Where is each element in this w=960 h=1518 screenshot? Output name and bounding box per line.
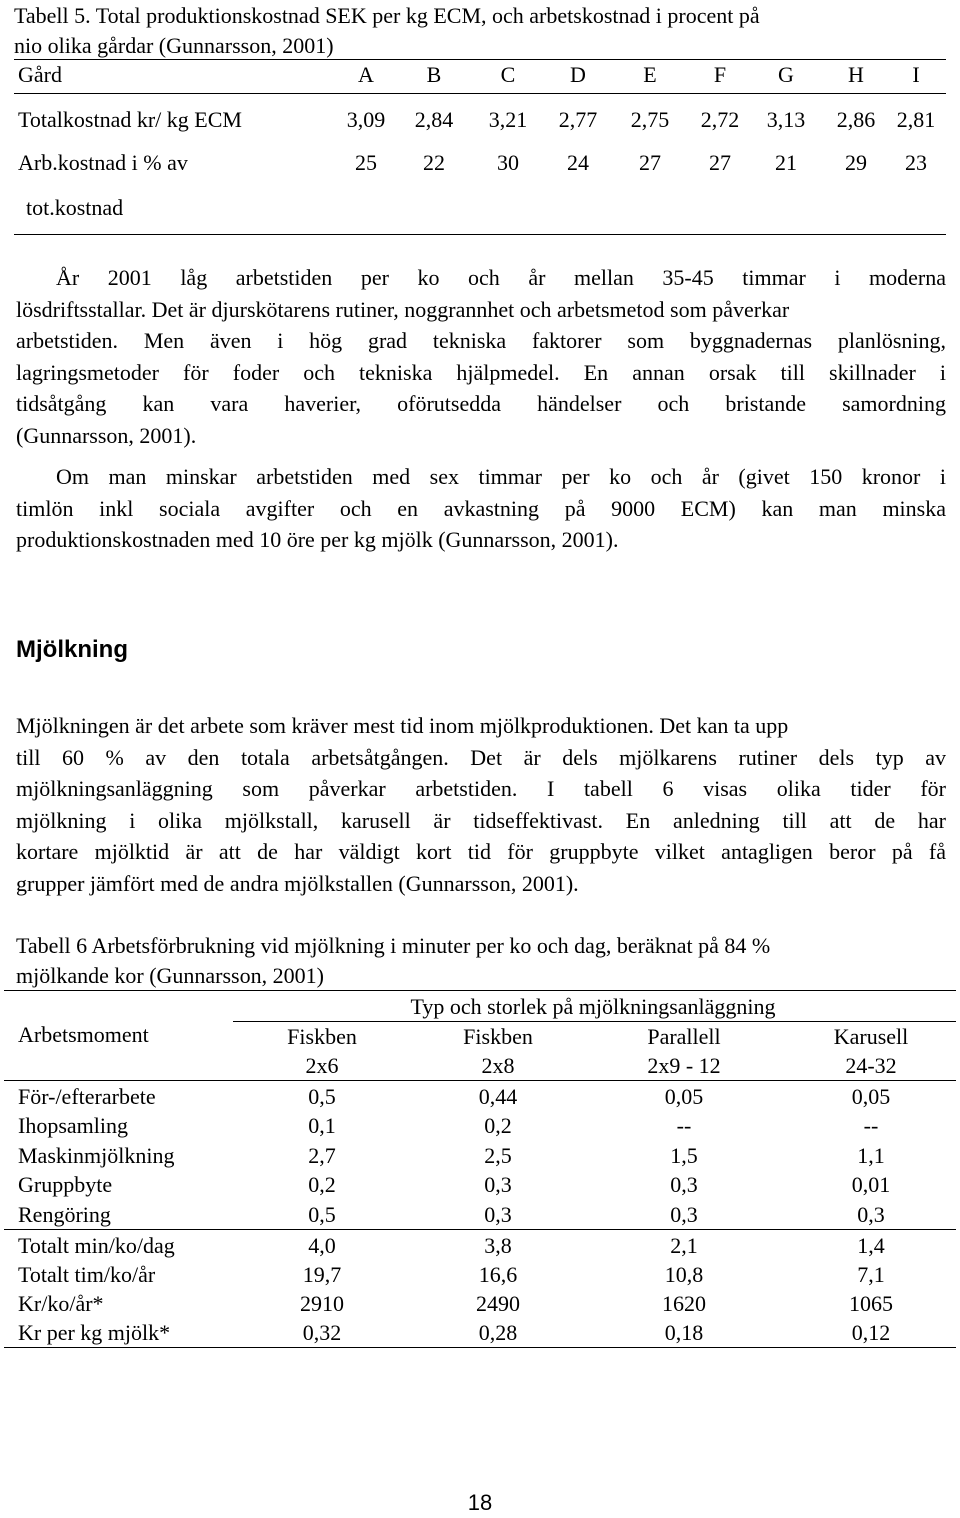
table6-row-label: Maskinmjölkning: [18, 1143, 175, 1168]
table6-cell: 0,01: [851, 1172, 891, 1197]
text-line: lösdriftsstallar. Det är djurskötarens rutiner, noggrannhet och arbetsmetod som påverkar: [16, 296, 790, 322]
table6-row: [18, 1260, 948, 1289]
table6-cell: 3,8: [484, 1233, 512, 1258]
table5-farm-header: D: [570, 62, 586, 87]
table6-row: [18, 1200, 948, 1229]
table6-cell: 0,28: [478, 1320, 518, 1345]
table6-cell: 0,05: [664, 1084, 704, 1109]
table6-cell: 0,3: [670, 1172, 698, 1197]
table5-caption-line1: Tabell 5. Total produktionskostnad SEK per kg ECM, och arbetskostnad i procent på: [14, 3, 760, 28]
table5-farm-header: B: [426, 62, 442, 87]
table6-column-name: Karusell: [833, 1024, 909, 1049]
table6-column-name: Fiskben: [287, 1024, 357, 1049]
table6-row-label: Totalt min/ko/dag: [18, 1233, 175, 1258]
table6-top-rule: [4, 990, 956, 991]
table6-row: [18, 1170, 948, 1199]
table6-cell: 0,05: [851, 1084, 891, 1109]
table6-cell: 2,7: [308, 1143, 336, 1168]
table6-cell: 0,3: [857, 1202, 885, 1227]
table6-totals-rule: [4, 1229, 956, 1230]
table6-cell: 2,5: [484, 1143, 512, 1168]
table6-column-size: 24-32: [845, 1053, 897, 1078]
table6-column-name: Fiskben: [463, 1024, 533, 1049]
text-line: arbetstiden. Men även i hög grad tekniska faktorer som byggnadernas planlösning,: [16, 328, 946, 353]
table5-cell: 27: [709, 150, 731, 175]
table6-row-label: Rengöring: [18, 1202, 111, 1227]
table5-farm-header: H: [848, 62, 864, 87]
table5-cell: 3,09: [346, 107, 386, 132]
table6-cell: 4,0: [308, 1233, 336, 1258]
table5-farm-header: A: [358, 62, 374, 87]
table5-cell: 2,86: [836, 107, 876, 132]
table5-farm-header: F: [713, 62, 727, 87]
table6-cell: 2910: [300, 1291, 344, 1316]
table5-cell: 2,72: [700, 107, 740, 132]
table5-cell: 2,75: [630, 107, 670, 132]
section-heading: Mjölkning: [16, 636, 128, 663]
text-line: grupper jämfört med de andra mjölkstallen (Gunnarsson, 2001).: [16, 870, 579, 896]
table6-cell: 0,5: [308, 1084, 336, 1109]
table6-row-label: Kr/ko/år*: [18, 1291, 104, 1316]
text-line: tidsåtgång kan vara haverier, oförutsedda händelser och bristande samordning: [16, 391, 946, 416]
table6-caption-line2: mjölkande kor (Gunnarsson, 2001): [16, 963, 324, 988]
table5-cell: 21: [775, 150, 797, 175]
table5-cell: 3,13: [766, 107, 806, 132]
table5-row-label: tot.kostnad: [26, 195, 124, 220]
table5-row-label: Totalkostnad kr/ kg ECM: [18, 107, 242, 132]
table6-column-name: Parallell: [647, 1024, 721, 1049]
text-line: kortare mjölktid är att de har väldigt kort tid för gruppbyte vilket antagligen beror på få: [16, 839, 946, 864]
table5-farm-header: G: [778, 62, 794, 87]
table6-bottom-rule: [4, 1347, 956, 1348]
table6-cell: 0,5: [308, 1202, 336, 1227]
paragraph-milking: [16, 710, 946, 899]
table6-cell: 1,1: [857, 1143, 885, 1168]
table5-farm-header: I: [912, 62, 920, 87]
text-line: Om man minskar arbetstiden med sex timmar per ko och år (givet 150 kronor i: [56, 464, 946, 489]
table5-caption-line2: nio olika gårdar (Gunnarsson, 2001): [14, 33, 334, 58]
table5-header-rule: [14, 93, 946, 94]
table6-row: [18, 1141, 948, 1170]
table6-cell: 16,6: [478, 1262, 518, 1287]
text-line: till 60 % av den totala arbetsåtgången. Det är dels mjölkarens rutiner dels typ av: [16, 744, 946, 770]
table5-header-label: Gård: [18, 62, 62, 87]
table5-cell: 22: [423, 150, 445, 175]
table5-cell: 23: [905, 150, 927, 175]
table6-cell: 2,1: [670, 1233, 698, 1258]
table5-cell: 2,81: [896, 107, 936, 132]
text-line: mjölkning i olika mjölkstall, karusell är tidseffektivast. En anledning till att de har: [16, 807, 946, 833]
text-line: Mjölkningen är det arbete som kräver mest tid inom mjölkproduktionen. Det kan ta upp: [16, 713, 789, 738]
table6-cell: 1620: [662, 1291, 706, 1316]
text-line: År 2001 låg arbetstiden per ko och år mellan 35-45 timmar i moderna: [56, 265, 946, 290]
table6-row: [18, 1231, 948, 1260]
table6-row-label: Gruppbyte: [18, 1172, 113, 1197]
table6-cell: 0,1: [308, 1113, 336, 1138]
table5-bottom-rule: [14, 234, 946, 235]
table6-column-names: [18, 1022, 948, 1051]
table5-cell: 30: [497, 150, 519, 175]
page-number: 18: [467, 1490, 493, 1515]
table6-cell: 7,1: [857, 1262, 885, 1287]
table6-row-label: För-/efterarbete: [18, 1084, 156, 1109]
table6-row-label: Totalt tim/ko/år: [18, 1262, 156, 1287]
table6-cell: 1,5: [670, 1143, 698, 1168]
table6-cell: 0,2: [484, 1113, 512, 1138]
table6-cell: 0,2: [308, 1172, 336, 1197]
table6-cell: 1065: [849, 1291, 893, 1316]
table6-cell: 0,44: [478, 1084, 518, 1109]
table6-column-size: 2x9 - 12: [647, 1053, 721, 1078]
table6-cell: 0,32: [302, 1320, 342, 1345]
table6-group-header: Typ och storlek på mjölkningsanläggning: [410, 994, 776, 1019]
table5-cell: 2,77: [558, 107, 598, 132]
table6-row-label: Kr per kg mjölk*: [18, 1320, 171, 1345]
table6-cell: 0,3: [484, 1172, 512, 1197]
paragraph-cost-reduction: [16, 461, 946, 556]
table6-cell: 0,18: [664, 1320, 704, 1345]
table5-cell: 3,21: [488, 107, 528, 132]
table5-cell: 25: [355, 150, 377, 175]
table6-row: [18, 1318, 948, 1347]
table6-row: [18, 1082, 948, 1111]
table5-row-label: Arb.kostnad i % av: [18, 150, 188, 175]
table6-row-label: Ihopsamling: [18, 1113, 128, 1138]
table6-cell: --: [863, 1113, 879, 1138]
table6-cell: --: [676, 1113, 692, 1138]
table6-cell: 0,12: [851, 1320, 891, 1345]
table6-cell: 19,7: [302, 1262, 342, 1287]
text-line: timlön inkl sociala avgifter och en avkastning på 9000 ECM) kan man minska: [16, 495, 946, 521]
table6-cell: 2490: [476, 1291, 520, 1316]
text-line: mjölkningsanläggning som påverkar arbetstiden. I tabell 6 visas olika tider för: [16, 776, 946, 801]
text-line: lagringsmetoder för foder och tekniska hjälpmedel. En annan orsak till skillnader i: [16, 359, 946, 385]
table6-row: [18, 1111, 948, 1140]
table6-column-size: 2x8: [481, 1053, 515, 1078]
table6-header-rule: [4, 1080, 956, 1081]
table6-cell: 1,4: [857, 1233, 885, 1258]
table5-cell: 24: [567, 150, 589, 175]
text-line: (Gunnarsson, 2001).: [16, 422, 197, 448]
table6-row-header: Arbetsmoment: [18, 1022, 149, 1047]
paragraph-working-time: [16, 262, 946, 451]
table5-cell: 27: [639, 150, 661, 175]
table6-column-sizes: [18, 1051, 948, 1080]
table6-cell: 10,8: [664, 1262, 704, 1287]
table6-cell: 0,3: [484, 1202, 512, 1227]
table6-row: [18, 1289, 948, 1318]
table5-cell: 29: [845, 150, 867, 175]
table6-caption-line1: Tabell 6 Arbetsförbrukning vid mjölkning i minuter per ko och dag, beräknat på 84 %: [16, 933, 771, 958]
table6-cell: 0,3: [670, 1202, 698, 1227]
table6-column-size: 2x6: [305, 1053, 339, 1078]
table5-cell: 2,84: [414, 107, 454, 132]
table5-farm-header: E: [643, 62, 657, 87]
table5-farm-header: C: [500, 62, 516, 87]
text-line: produktionskostnaden med 10 öre per kg mjölk (Gunnarsson, 2001).: [16, 527, 619, 552]
